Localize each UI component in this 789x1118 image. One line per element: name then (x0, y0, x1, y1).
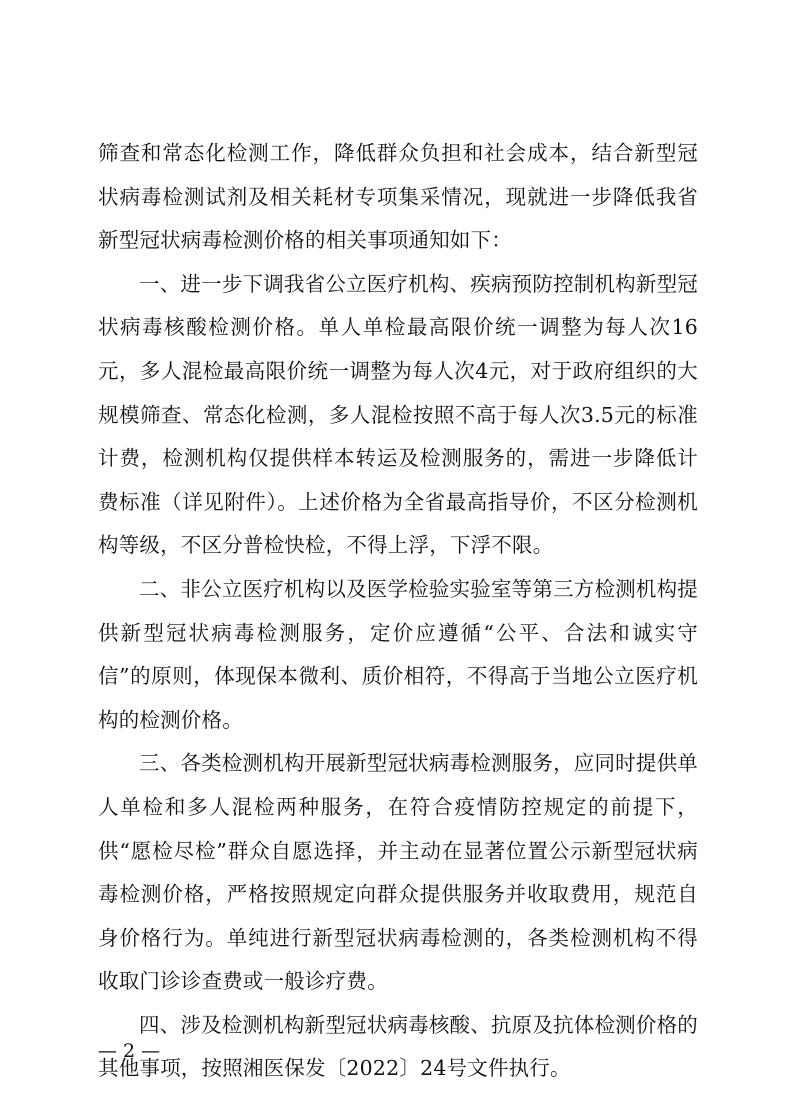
paragraph-item-4: 四、涉及检测机构新型冠状病毒核酸、抗原及抗体检测价格的其他事项，按照湘医保发〔2022〕24号文件执行。 (98, 1012, 698, 1081)
paragraph-item-2: 二、非公立医疗机构以及医学检验实验室等第三方检测机构提供新型冠状病毒检测服务，定价应遵循“公平、合法和诚实守信”的原则，体现保本微利、质价相符，不得高于当地公立医疗机构的检测价格。 (98, 576, 698, 732)
paragraph-item-3: 三、各类检测机构开展新型冠状病毒检测服务，应同时提供单人单检和多人混检两种服务，在符合疫情防控规定的前提下，供“愿检尽检”群众自愿选择，并主动在显著位置公示新型冠状病毒检测价格，严格按照规定向群众提供服务并收取费用，规范自身价格行为。单纯进行新型冠状病毒检测的，各类检测机构不得收取门诊诊查费或一般诊疗费。 (98, 751, 698, 994)
document-body (98, 132, 698, 1091)
paragraph-item-1: 一、进一步下调我省公立医疗机构、疾病预防控制机构新型冠状病毒核酸检测价格。单人单检最高限价统一调整为每人次16元，多人混检最高限价统一调整为每人次4元，对于政府组织的大规模筛查、常态化检测，多人混检按照不高于每人次3.5元的标准计费，检测机构仅提供样本转运及检测服务的，需进一步降低计费标准（详见附件）。上述价格为全省最高指导价，不区分检测机构等级，不区分普检快检，不得上浮，下浮不限。 (98, 271, 698, 558)
paragraph-intro-continuation: 筛查和常态化检测工作，降低群众负担和社会成本，结合新型冠状病毒检测试剂及相关耗材专项集采情况，现就进一步降低我省新型冠状病毒检测价格的相关事项通知如下： (98, 141, 698, 253)
page-number: — 2 — (98, 1040, 161, 1062)
